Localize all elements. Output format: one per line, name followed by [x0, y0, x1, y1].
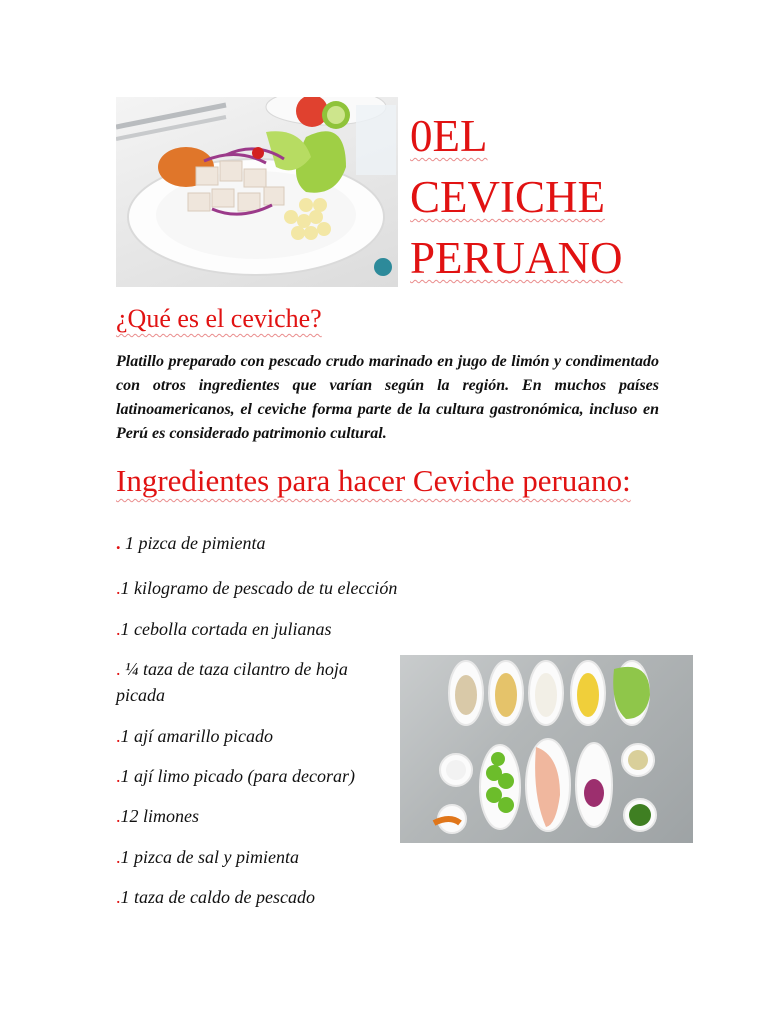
bullet: . — [116, 578, 121, 598]
title-line-2: CEVICHE — [410, 172, 605, 222]
bullet: . — [116, 847, 121, 867]
ingredient-item — [116, 575, 397, 601]
ingredient-text: 12 limones — [120, 806, 199, 826]
ingredient-item — [116, 844, 299, 870]
ingredient-item — [116, 530, 265, 556]
bullet: . — [116, 766, 121, 786]
ingredient-text: 1 pizca de sal y pimienta — [120, 847, 299, 867]
title-line-3: PERUANO — [410, 233, 623, 283]
ingredient-item — [116, 884, 315, 910]
bullet: . — [116, 619, 121, 639]
ingredient-text: 1 kilogramo de pescado de tu elección — [120, 578, 398, 598]
ingredient-item — [116, 723, 273, 749]
bullet: . — [116, 533, 125, 553]
bullet: . — [116, 726, 121, 746]
section-heading-what-is: ¿Qué es el ceviche? — [116, 304, 322, 333]
ingredient-text: 1 ají amarillo picado — [120, 726, 273, 746]
ingredient-item — [116, 656, 348, 708]
ingredient-text: 1 cebolla cortada en julianas — [120, 619, 332, 639]
bullet: . — [116, 659, 125, 679]
bullet: . — [116, 887, 121, 907]
ingredient-text: 1 ají limo picado (para decorar) — [120, 766, 355, 786]
ingredients-image — [400, 655, 693, 843]
ingredient-text: 1 taza de caldo de pescado — [120, 887, 315, 907]
ingredient-text: 1 pizca de pimienta — [125, 533, 266, 553]
page-title — [410, 106, 750, 289]
definition-paragraph: Platillo preparado con pescado crudo marinado en jugo de limón y condimentado con otros ingredientes que varían según la región. En muchos países latinoamericanos, el ceviche forma parte de la cultura gastronómica, incluso en Perú es considerado patrimonio cultural. — [116, 353, 659, 442]
bullet: . — [116, 806, 121, 826]
title-line-1: 0EL — [410, 111, 488, 161]
ingredient-item — [116, 616, 331, 642]
section-heading-ingredients: Ingredientes para hacer Ceviche peruano: — [116, 463, 631, 498]
ingredient-item — [116, 763, 355, 789]
ingredient-text: ¼ taza de taza cilantro de hoja — [125, 659, 348, 679]
ceviche-plate-image — [116, 97, 398, 287]
ingredient-text-continued: picada — [116, 685, 165, 705]
ingredient-item — [116, 803, 199, 829]
